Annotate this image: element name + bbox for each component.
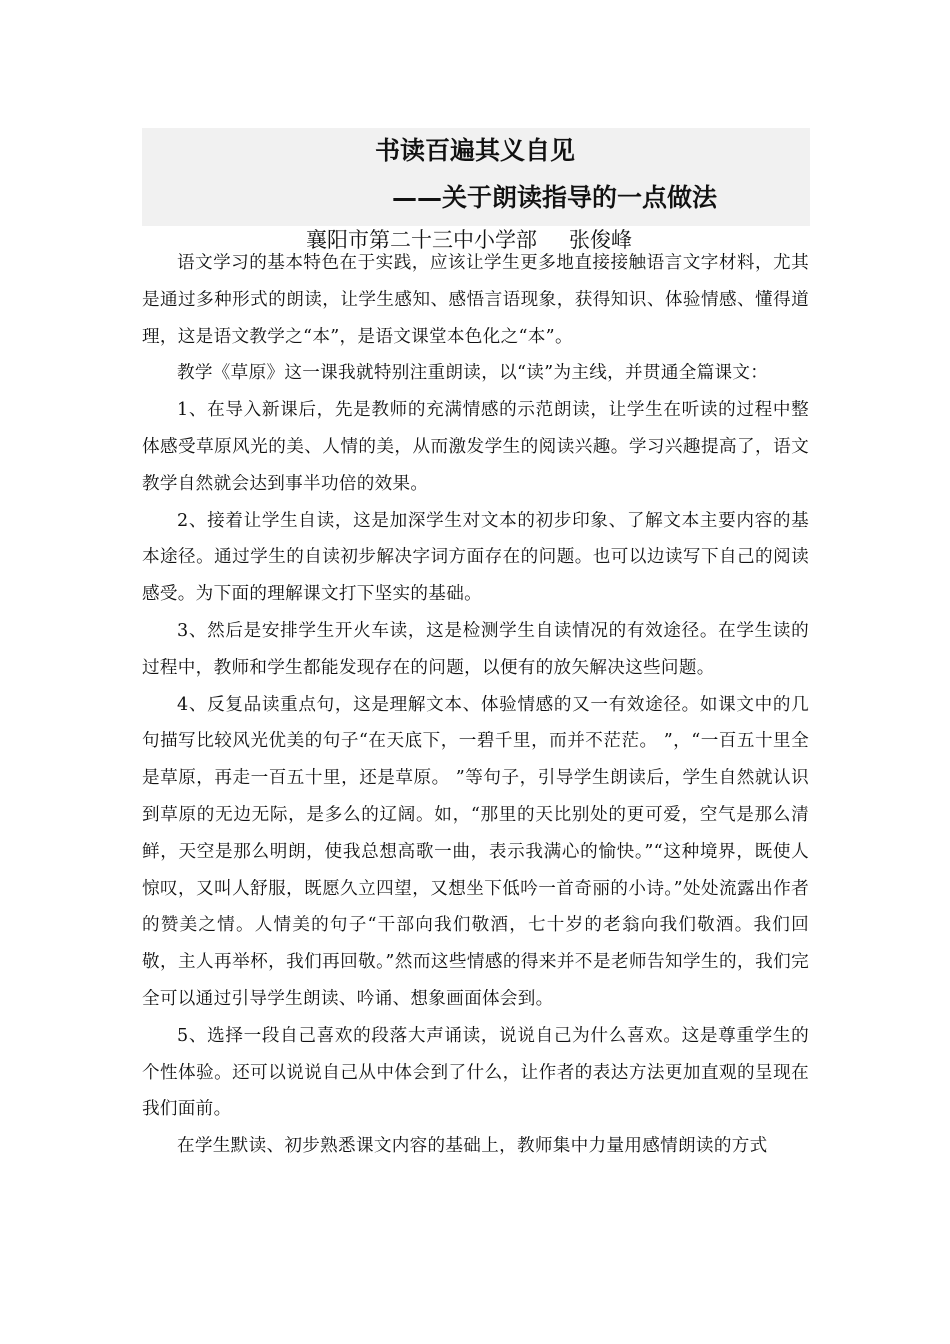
- paragraph-step-2: 2、接着让学生自读，这是加深学生对文本的初步印象、了解文本主要内容的基本途径。通过学生的自读初步解决字词方面存在的问题。也可以边读写下自己的阅读感受。为下面的理解课文打下坚实的基础。: [142, 510, 809, 605]
- author-name: 张俊峰: [569, 228, 632, 252]
- paragraph-step-3: 3、然后是安排学生开火车读，这是检测学生自读情况的有效途径。在学生读的过程中，教师和学生都能发现存在的问题，以便有的放矢解决这些问题。: [142, 620, 809, 678]
- school-name: 襄阳市第二十三中小学部: [306, 228, 537, 252]
- paragraph-step-1: 1、在导入新课后，先是教师的充满情感的示范朗读，让学生在听读的过程中整体感受草原风光的美、人情的美，从而激发学生的阅读兴趣。学习兴趣提高了，语文教学自然就会达到事半功倍的效果。: [142, 400, 809, 494]
- document-title: 书读百遍其义自见: [374, 136, 575, 165]
- paragraph-lesson: 教学《草原》这一课我就特别注重朗读，以“读”为主线，并贯通全篇课文：: [177, 363, 769, 384]
- document-subtitle: ——关于朗读指导的一点做法: [392, 183, 718, 212]
- paragraph-step-4: 4、反复品读重点句，这是理解文本、体验情感的又一有效途径。如课文中的几句描写比较风光优美的句子“在天底下，一碧千里，而并不茫茫。 ”，“一百五十里全是草原，再走一百五十里，还是草原。 ”等句子，引导学生朗读后，学生自然就认识到草原的无边无际，是多么的辽阔。如，“那里的天比别处的更可爱，空气是那么清鲜，天空是那么明朗，使我总想高歌一曲，表示我满心的愉快。”“这种境界，既使人惊叹，又叫人舒服，既愿久立四望，又想坐下低吟一首奇丽的小诗。”处处流露出作者的赞美之情。人情美的句子“干部向我们敬酒，七十岁的老翁向我们敬酒。我们回敬，主人再举杯，我们再回敬。”然而这些情感的得来并不是老师告知学生的，我们完全可以通过引导学生朗读、吟诵、想象画面体会到。: [142, 694, 809, 1009]
- paragraph-closing: 在学生默读、初步熟悉课文内容的基础上，教师集中力量用感情朗读的方式: [177, 1136, 768, 1157]
- paragraph-intro: 语文学习的基本特色在于实践，应该让学生更多地直接接触语言文字材料，尤其是通过多种形式的朗读，让学生感知、感悟言语现象，获得知识、体验情感、懂得道理，这是语文教学之“本”，是语文课堂本色化之“本”。: [142, 253, 809, 347]
- paragraph-step-5: 5、选择一段自己喜欢的段落大声诵读，说说自己为什么喜欢。这是尊重学生的个性体验。还可以说说自己从中体会到了什么，让作者的表达方法更加直观的呈现在我们面前。: [142, 1025, 809, 1120]
- body-text: [142, 245, 809, 1165]
